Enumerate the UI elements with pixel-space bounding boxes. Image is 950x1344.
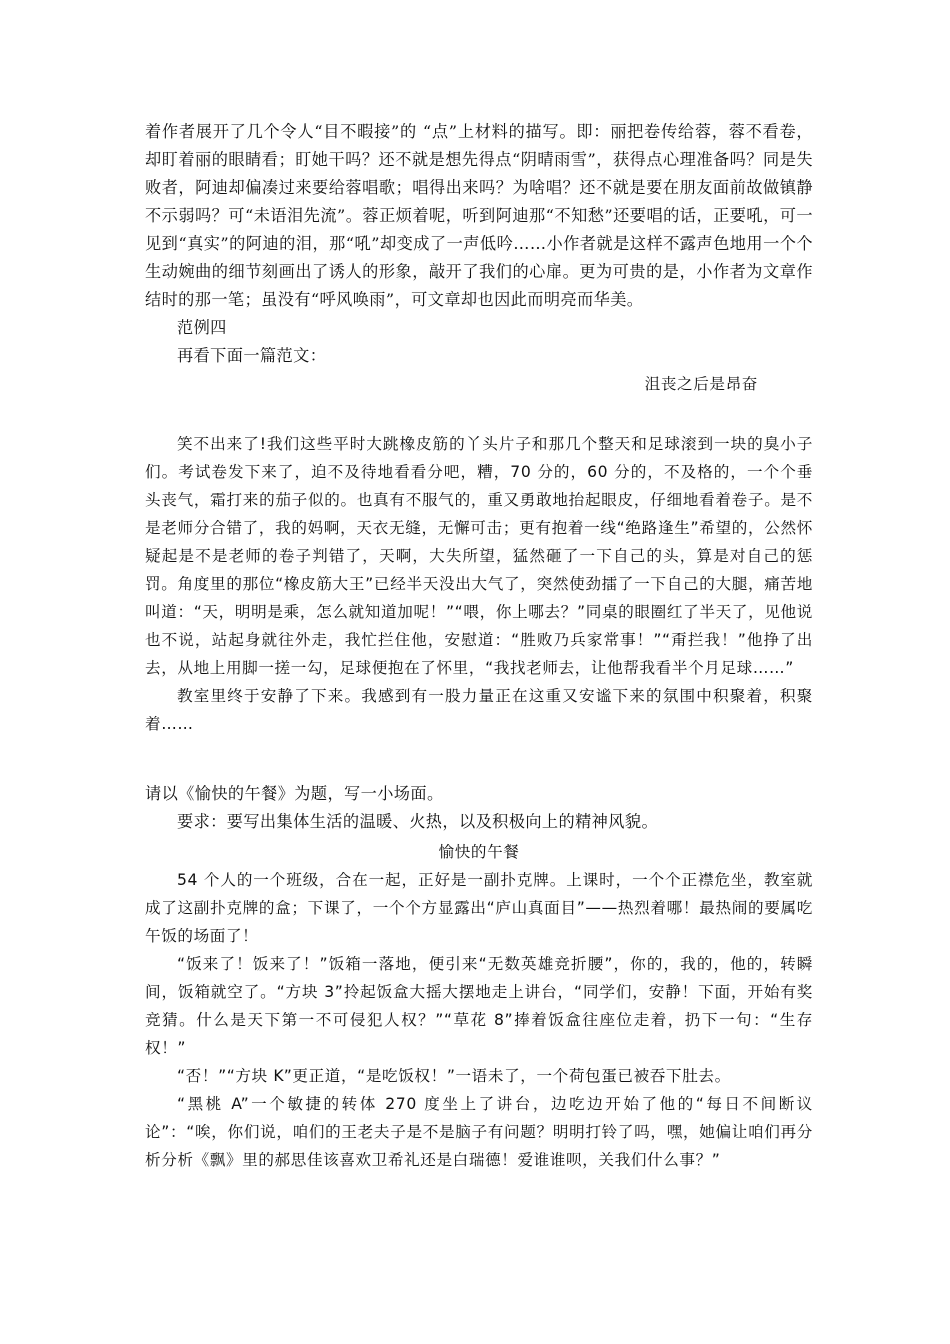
sample-essay-paragraph: 笑不出来了!我们这些平时大跳橡皮筋的丫头片子和那几个整天和足球滚到一块的臭小子们。考试卷发下来了，迫不及待地看看分吧，糟，70 分的，60 分的，不及格的，一个个垂头丧气，霜打来的茄子似的。也真有不服气的，重又勇敢地抬起眼皮，仔细地看着卷子。是不是老师分合错了，我的妈啊，天衣无缝，无懈可击；更有抱着一线“绝路逢生”希望的，公然怀疑起是不是老师的卷子判错了，天啊，大失所望，猛然砸了一下自己的头，算是对自己的惩罚。角度里的那位“橡皮筋大王”已经半天没出大气了，突然使劲擂了一下自己的大腿，痛苦地叫道：“天，明明是乘，怎么就知道加呢！”“喂，你上哪去？”同桌的眼圈红了半天了，见他说也不说，站起身就往外走，我忙拦住他，安慰道：“胜败乃兵家常事！”“甭拦我！”他挣了出去，从地上用脚一搓一勾，足球便抱在了怀里，“我找老师去，让他帮我看半个月足球……” (145, 435, 813, 677)
model-essay-paragraph: 54 个人的一个班级，合在一起，正好是一副扑克牌。上课时，一个个正襟危坐，教室就成了这副扑克牌的盒；下课了，一个个方显露出“庐山真面目”——热烈着哪！最热闹的要属吃午饭的场面了！ (145, 871, 813, 945)
commentary-paragraph: 着作者展开了几个令人“目不暇接”的 “点”上材料的描写。即：丽把卷传给蓉，蓉不看卷，却盯着丽的眼睛看；盯她干吗？还不就是想先得点“阴晴雨雪”，获得点心理准备吗？同是失败者，阿迪却偏凑过来要给蓉唱歌；唱得出来吗？为啥唱？还不就是要在朋友面前故做镇静不示弱吗？可“未语泪先流”。蓉正烦着呢，听到阿迪那“不知愁”还要唱的话，正要吼，可一见到“真实”的阿迪的泪，那“吼”却变成了一声低吟……小作者就是这样不露声色地用一个个生动婉曲的细节刻画出了诱人的形象，敲开了我们的心扉。更为可贵的是，小作者为文章作结时的那一笔；虽没有“呼风唤雨”，可文章却也因此而明亮而华美。 (145, 122, 813, 309)
example-heading: 范例四 (177, 318, 227, 337)
assignment-prompt: 请以《愉快的午餐》为题，写一小场面。 (145, 784, 444, 803)
model-essay-paragraph: “否！”“方块 K”更正道，“是吃饭权！”一语未了，一个荷包蛋已被吞下肚去。 (177, 1067, 731, 1085)
model-essay-title: 愉快的午餐 (438, 843, 520, 861)
assignment-requirement: 要求：要写出集体生活的温暖、火热，以及积极向上的精神风貌。 (177, 812, 659, 831)
model-essay-paragraph: “黑桃 A”一个敏捷的转体 270 度坐上了讲台，边吃边开始了他的“每日不间断议论”：“唉，你们说，咱们的王老夫子是不是脑子有问题？明明打铃了吗，嘿，她偏让咱们再分析分析《飘》里的郝思佳该喜欢卫希礼还是白瑞德！爱谁谁呗，关我们什么事？” (145, 1095, 813, 1169)
sample-essay-title: 沮丧之后是昂奋 (644, 375, 758, 393)
model-essay (145, 838, 813, 1174)
sample-essay (145, 430, 813, 738)
sample-essay-paragraph: 教室里终于安静了下来。我感到有一股力量正在这重又安谧下来的氛围中积聚着，积聚着…… (145, 687, 813, 733)
assignment-section (145, 780, 813, 836)
example-lead: 再看下面一篇范文： (177, 346, 327, 365)
commentary-section (145, 118, 813, 398)
model-essay-paragraph: “饭来了！饭来了！”饭箱一落地，便引来“无数英雄竞折腰”，你的，我的，他的，转瞬间，饭箱就空了。“方块 3”拎起饭盒大摇大摆地走上讲台，“同学们，安静！下面，开始有奖竞猜。什么是天下第一不可侵犯人权？”“草花 8”捧着饭盒往座位走着，扔下一句：“生存权！” (145, 955, 813, 1057)
